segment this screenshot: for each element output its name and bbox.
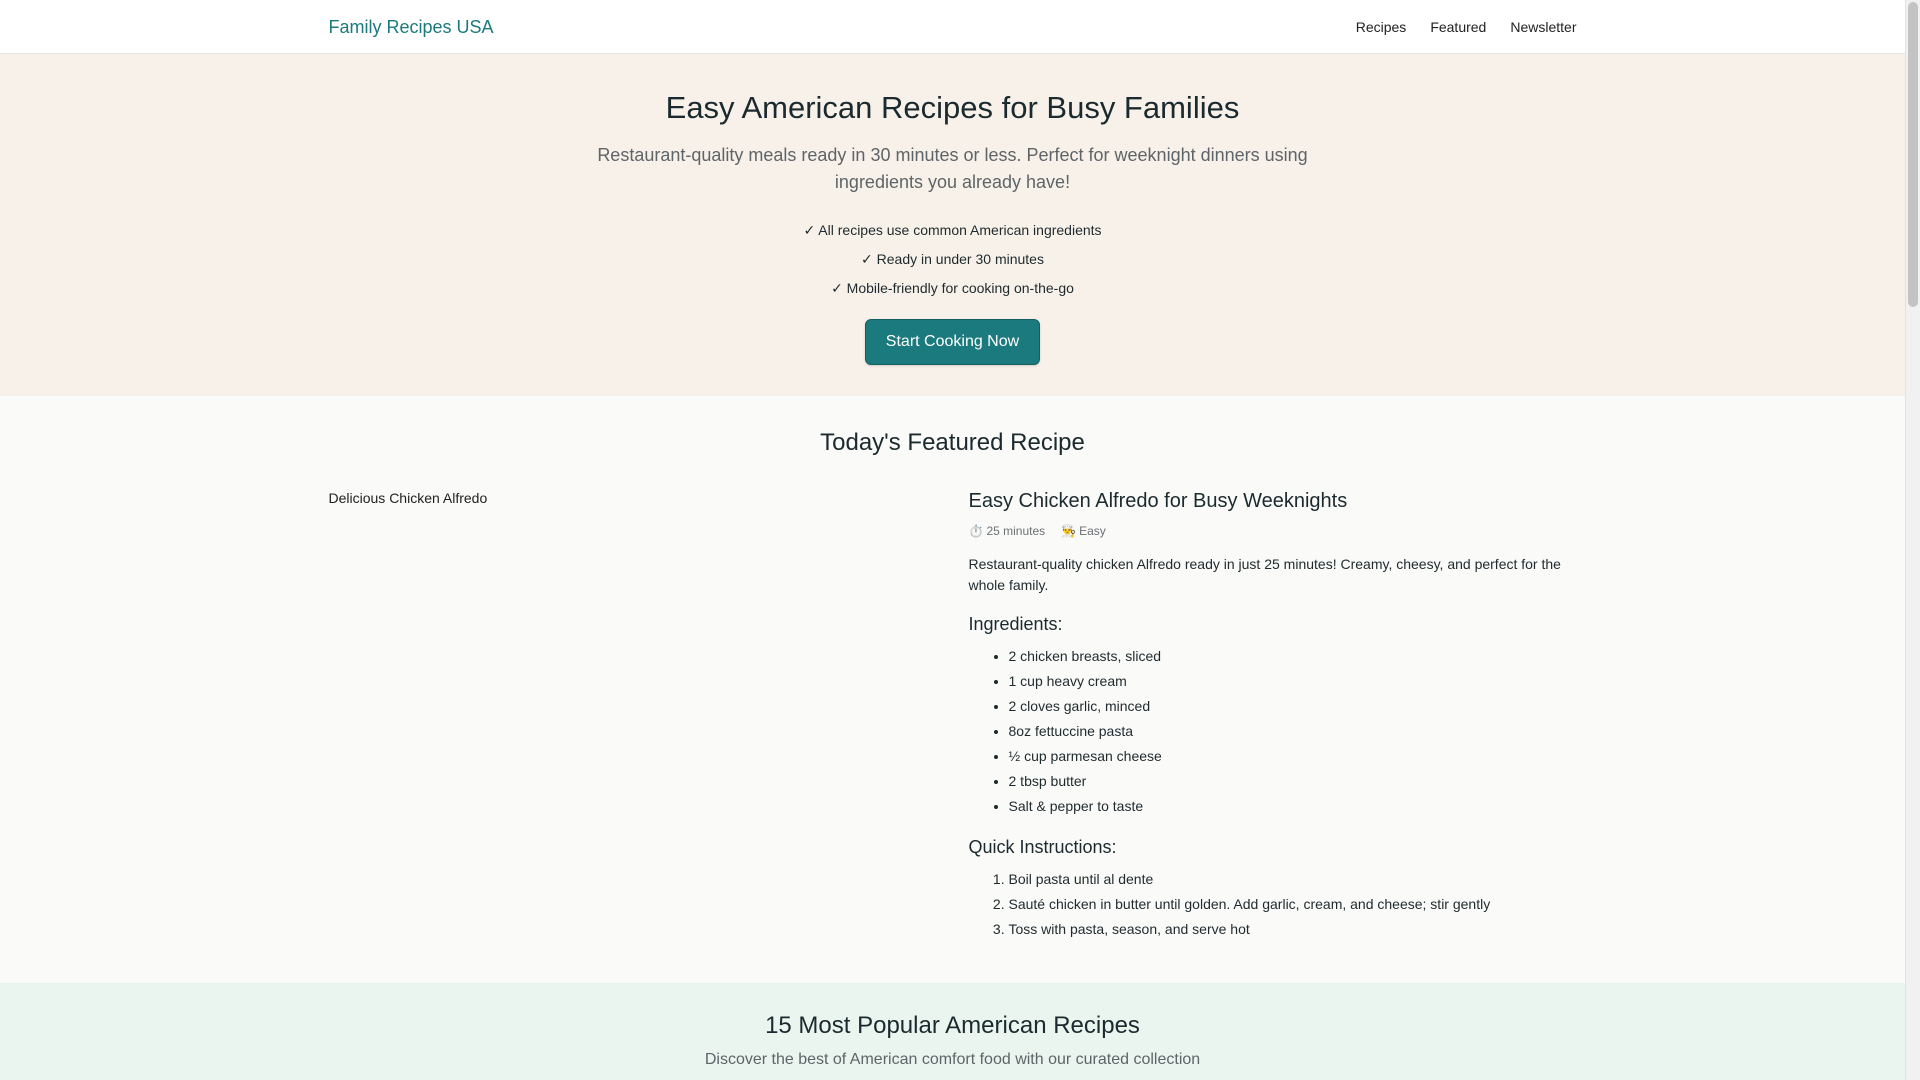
recipe-title: Easy Chicken Alfredo for Busy Weeknights bbox=[968, 490, 1348, 512]
instructions-list bbox=[969, 867, 1577, 942]
recipe-image-alt-text: Delicious Chicken Alfredo bbox=[328, 490, 488, 506]
recipe-description: Restaurant-quality chicken Alfredo ready in just 25 minutes! Creamy, cheesy, and perfect for the whole family. bbox=[968, 556, 1561, 593]
chef-icon: 👨‍🍳 bbox=[1061, 524, 1077, 538]
recipe-meta bbox=[969, 524, 1577, 538]
ingredients-list bbox=[969, 644, 1577, 819]
ingredient-item: • 2 tbsp butter bbox=[1009, 769, 1577, 794]
nav-recipes-link[interactable]: Recipes bbox=[1355, 19, 1407, 35]
difficulty-value: Easy bbox=[1079, 524, 1106, 538]
instruction-step: 2. Sauté chicken in butter until golden. Add garlic, cream, and cheese; stir gently bbox=[1009, 892, 1577, 917]
hero-section bbox=[0, 54, 1905, 396]
popular-section-subtitle: Discover the best of American comfort food with our curated collection bbox=[704, 1051, 1201, 1068]
featured-section-title: Today's Featured Recipe bbox=[820, 429, 1085, 456]
difficulty bbox=[1061, 524, 1106, 538]
cook-time bbox=[969, 524, 1046, 538]
scrollbar-thumb[interactable] bbox=[1908, 2, 1918, 307]
checklist-item: ✓ Ready in under 30 minutes bbox=[861, 251, 1044, 267]
popular-section-title: 15 Most Popular American Recipes bbox=[765, 1012, 1140, 1039]
start-cooking-button[interactable]: Start Cooking Now bbox=[865, 319, 1040, 365]
main-nav bbox=[1356, 19, 1577, 35]
instructions-heading: Quick Instructions: bbox=[968, 837, 1117, 857]
hero-description: Restaurant-quality meals ready in 30 minutes or less. Perfect for weeknight dinners using ingredients you already have! bbox=[597, 145, 1308, 192]
recipe-details bbox=[969, 488, 1577, 942]
nav-featured-link[interactable]: Featured bbox=[1430, 19, 1487, 35]
feature-checklist bbox=[0, 216, 1905, 303]
hero-title: Easy American Recipes for Busy Families bbox=[665, 90, 1240, 125]
popular-recipes-section bbox=[0, 983, 1905, 1080]
cook-time-value: 25 minutes bbox=[986, 524, 1046, 538]
ingredients-heading: Ingredients: bbox=[968, 614, 1063, 634]
site-header bbox=[0, 0, 1905, 54]
nav-newsletter-link[interactable]: Newsletter bbox=[1510, 19, 1577, 35]
instruction-step: 1. Boil pasta until al dente bbox=[1009, 867, 1577, 892]
timer-icon: ⏱️ bbox=[968, 524, 984, 538]
brand-logo-link[interactable]: Family Recipes USA bbox=[328, 16, 494, 37]
ingredient-item: • 2 chicken breasts, sliced bbox=[1009, 644, 1577, 669]
instruction-step: 3. Toss with pasta, season, and serve hot bbox=[1009, 917, 1577, 942]
ingredient-item: • ½ cup parmesan cheese bbox=[1009, 744, 1577, 769]
ingredient-item: • 1 cup heavy cream bbox=[1009, 669, 1577, 694]
checklist-item: ✓ All recipes use common American ingredients bbox=[803, 222, 1102, 238]
featured-recipe-section bbox=[0, 396, 1905, 983]
page-scrollbar[interactable] bbox=[1905, 0, 1920, 1080]
ingredient-item: • Salt & pepper to taste bbox=[1009, 794, 1577, 819]
ingredient-item: • 8oz fettuccine pasta bbox=[1009, 719, 1577, 744]
checklist-item: ✓ Mobile-friendly for cooking on-the-go bbox=[831, 280, 1074, 296]
ingredient-item: • 2 cloves garlic, minced bbox=[1009, 694, 1577, 719]
